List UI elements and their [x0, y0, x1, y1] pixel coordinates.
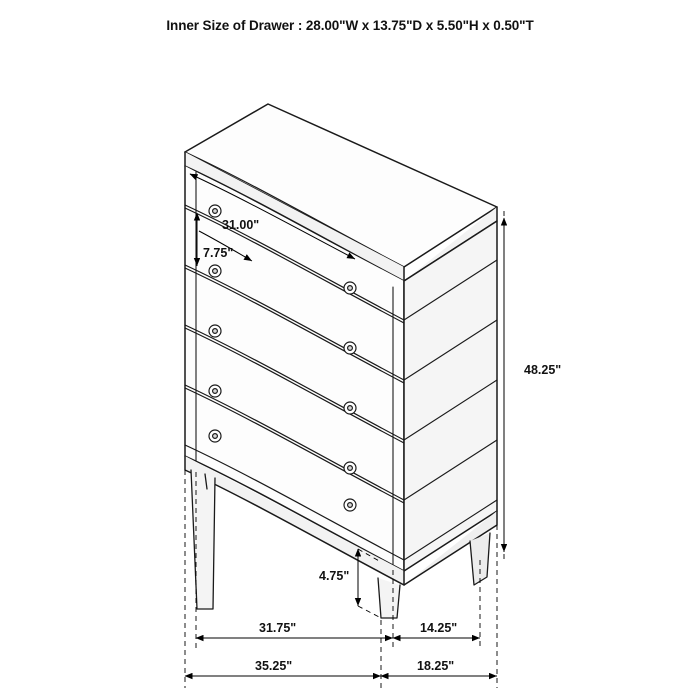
- chest-body: [185, 104, 497, 618]
- dimension-label-14-25: 14.25": [420, 621, 458, 635]
- dimension-label-48-25: 48.25": [524, 363, 562, 377]
- chest-side-face: [404, 221, 497, 571]
- page-title: Inner Size of Drawer : 28.00"W x 13.75"D x 5.50"H x 0.50"T: [166, 18, 534, 33]
- dimension-label-7-75: 7.75": [203, 246, 234, 260]
- dimension-label-31-75: 31.75": [259, 621, 297, 635]
- dimension-label-31-00: 31.00": [222, 218, 260, 232]
- dimension-label-35-25: 35.25": [255, 659, 293, 673]
- dimension-label-4-75: 4.75": [319, 569, 350, 583]
- dimension-label-18-25: 18.25": [417, 659, 455, 673]
